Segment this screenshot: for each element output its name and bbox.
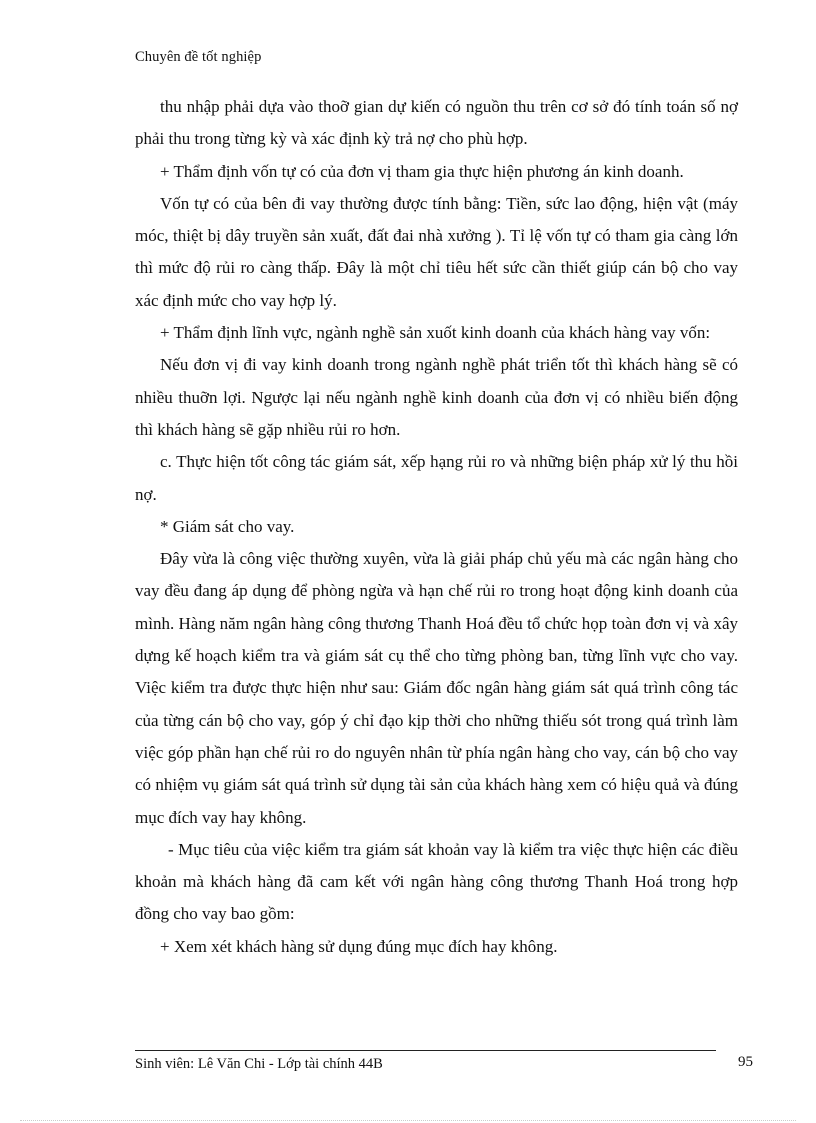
page-number: 95 bbox=[738, 1054, 753, 1070]
paragraph: Đây vừa là công việc thường xuyên, vừa là giải pháp chủ yếu mà các ngân hàng cho vay đều đang áp dụng để phòng ngừa và hạn chế rủi ro trong hoạt động kinh doanh của mình. Hàng năm ngân hàng công thương Thanh Hoá đều tổ chức họp toàn đơn vị và xây dựng kế hoạch kiểm tra và giám sát cụ thể cho từng phòng ban, từng lĩnh vực cho vay. Việc kiểm tra được thực hiện như sau: Giám đốc ngân hàng giám sát quá trình công tác của từng cán bộ cho vay, góp ý chỉ đạo kịp thời cho những thiếu sót trong quá trình làm việc góp phần hạn chế rủi ro do nguyên nhân từ phía ngân hàng cho vay, cán bộ cho vay có nhiệm vụ giám sát quá trình sử dụng tài sản của khách hàng xem có hiệu quả và đúng mục đích vay hay không. bbox=[135, 549, 738, 827]
footer-divider bbox=[135, 1050, 716, 1051]
paragraph: Nếu đơn vị đi vay kinh doanh trong ngành nghề phát triển tốt thì khách hàng sẽ có nhiều thuỡn lợi. Ngược lại nếu ngành nghề kinh doanh của đơn vị có nhiều biến động thì khách hàng sẽ gặp nhiều rủi ro hơn. bbox=[135, 355, 738, 439]
page-edge-divider bbox=[20, 1120, 796, 1121]
paragraph: * Giám sát cho vay. bbox=[160, 516, 295, 536]
footer-student-info: Sinh viên: Lê Văn Chi - Lớp tài chính 44B bbox=[135, 1056, 383, 1072]
paragraph: + Xem xét khách hàng sử dụng đúng mục đích hay không. bbox=[160, 936, 558, 956]
paragraph: Vốn tự có của bên đi vay thường được tính bằng: Tiền, sức lao động, hiện vật (máy móc, thiệt bị dây truyền sản xuất, đất đai nhà xưởng ). Tỉ lệ vốn tự có tham gia càng lớn thì mức độ rủi ro càng thấp. Đây là một chỉ tiêu hết sức cần thiết giúp cán bộ cho vay xác định mức cho vay hợp lý. bbox=[135, 193, 738, 310]
page-header: Chuyên đề tốt nghiệp bbox=[135, 49, 262, 65]
body-text bbox=[135, 91, 738, 963]
paragraph: thu nhập phải dựa vào thoỡ gian dự kiến có nguồn thu trên cơ sở đó tính toán số nợ phải thu trong từng kỳ và xác định kỳ trả nợ cho phù hợp. bbox=[135, 97, 738, 149]
paragraph: c. Thực hiện tốt công tác giám sát, xếp hạng rủi ro và những biện pháp xử lý thu hồi nợ. bbox=[135, 452, 738, 504]
paragraph: + Thẩm định lĩnh vực, ngành nghề sản xuốt kinh doanh của khách hàng vay vốn: bbox=[160, 323, 711, 343]
paragraph: - Mục tiêu của việc kiểm tra giám sát khoản vay là kiểm tra việc thực hiện các điều khoản mà khách hàng đã cam kết với ngân hàng công thương Thanh Hoá trong hợp đồng cho vay bao gồm: bbox=[135, 839, 738, 924]
paragraph: + Thẩm định vốn tự có của đơn vị tham gia thực hiện phương án kinh doanh. bbox=[160, 161, 684, 181]
